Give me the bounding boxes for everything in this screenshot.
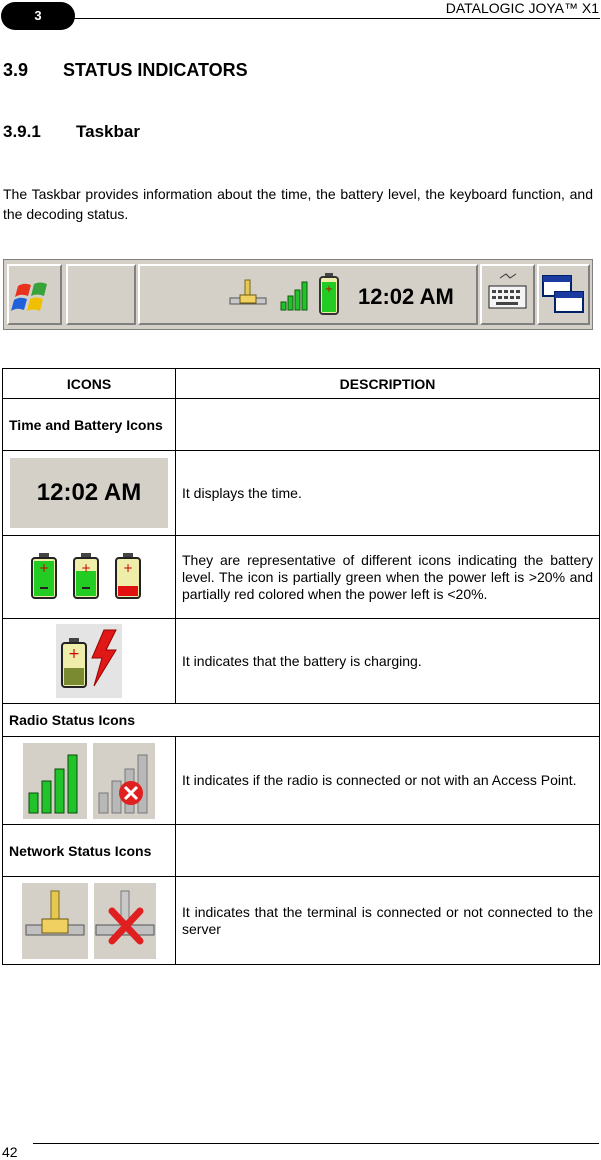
network-description: It indicates that the terminal is connected or not connected to the server xyxy=(176,877,600,965)
windows-logo-icon xyxy=(9,266,60,323)
signal-bars-icon xyxy=(280,276,310,312)
svg-text:+: + xyxy=(324,284,334,295)
section-label-time-battery: Time and Battery Icons xyxy=(3,399,176,451)
radio-icons-cell xyxy=(3,737,176,825)
subsection-number: 3.9.1 xyxy=(3,122,41,141)
keyboard-icon xyxy=(482,266,533,323)
time-description: It displays the time. xyxy=(176,451,600,536)
intro-paragraph: The Taskbar provides information about the time, the battery level, the keyboard function, and the decoding status. xyxy=(3,186,593,222)
footer-rule xyxy=(33,1143,599,1144)
battery-levels-icon xyxy=(24,551,154,601)
subsection-title: Taskbar xyxy=(76,122,140,141)
document-title: DATALOGIC JOYA™ X1 xyxy=(445,0,599,16)
radio-description: It indicates if the radio is connected or not with an Access Point. xyxy=(176,737,600,825)
svg-text:+: + xyxy=(80,560,92,575)
task-switch-button xyxy=(537,264,590,325)
keyboard-button xyxy=(480,264,535,325)
table-row xyxy=(3,737,600,825)
svg-text:+: + xyxy=(68,646,80,662)
header-description: DESCRIPTION xyxy=(176,369,600,399)
section-heading xyxy=(3,60,248,81)
radio-disconnected-icon xyxy=(93,743,155,819)
section-label-network: Network Status Icons xyxy=(3,825,176,877)
battery-icons-cell xyxy=(3,536,176,619)
battery-description: They are representative of different icons indicating the battery level. The icon is partially green when the power left is >20% and partially red colored when the power left is <20%. xyxy=(176,536,600,619)
svg-text:+: + xyxy=(38,560,50,575)
clock-icon: 12:02 AM xyxy=(10,458,168,528)
battery-icon xyxy=(318,272,340,316)
taskbar-clock: 12:02 AM xyxy=(358,284,454,309)
section-label-radio: Radio Status Icons xyxy=(3,704,600,737)
charging-icon-cell xyxy=(3,619,176,704)
table-row xyxy=(3,536,600,619)
charging-description: It indicates that the battery is charging. xyxy=(176,619,600,704)
radio-connected-icon xyxy=(23,743,87,819)
network-disconnected-icon xyxy=(94,883,156,959)
taskbar-image xyxy=(3,259,593,330)
chapter-badge: 3 xyxy=(1,2,75,30)
subsection-heading xyxy=(3,122,140,142)
table-row xyxy=(3,825,600,877)
table-row xyxy=(3,704,600,737)
table-row xyxy=(3,399,600,451)
header-rule xyxy=(62,18,600,19)
page-number: 42 xyxy=(2,1144,18,1160)
header-icons: ICONS xyxy=(3,369,176,399)
status-icons-table xyxy=(2,368,600,965)
svg-text:+: + xyxy=(122,560,134,575)
network-connected-icon xyxy=(228,278,268,314)
time-icon-cell xyxy=(3,451,176,536)
table-header-row xyxy=(3,369,600,399)
battery-charging-icon xyxy=(56,624,122,698)
start-button xyxy=(7,264,62,325)
windows-stack-icon xyxy=(539,266,588,323)
table-row xyxy=(3,877,600,965)
network-connected-icon xyxy=(22,883,88,959)
network-icons-cell xyxy=(3,877,176,965)
taskbar-empty-slot xyxy=(66,264,136,325)
taskbar-tray xyxy=(138,264,478,325)
table-row xyxy=(3,451,600,536)
table-row xyxy=(3,619,600,704)
section-number: 3.9 xyxy=(3,60,29,80)
section-title: STATUS INDICATORS xyxy=(63,60,248,80)
